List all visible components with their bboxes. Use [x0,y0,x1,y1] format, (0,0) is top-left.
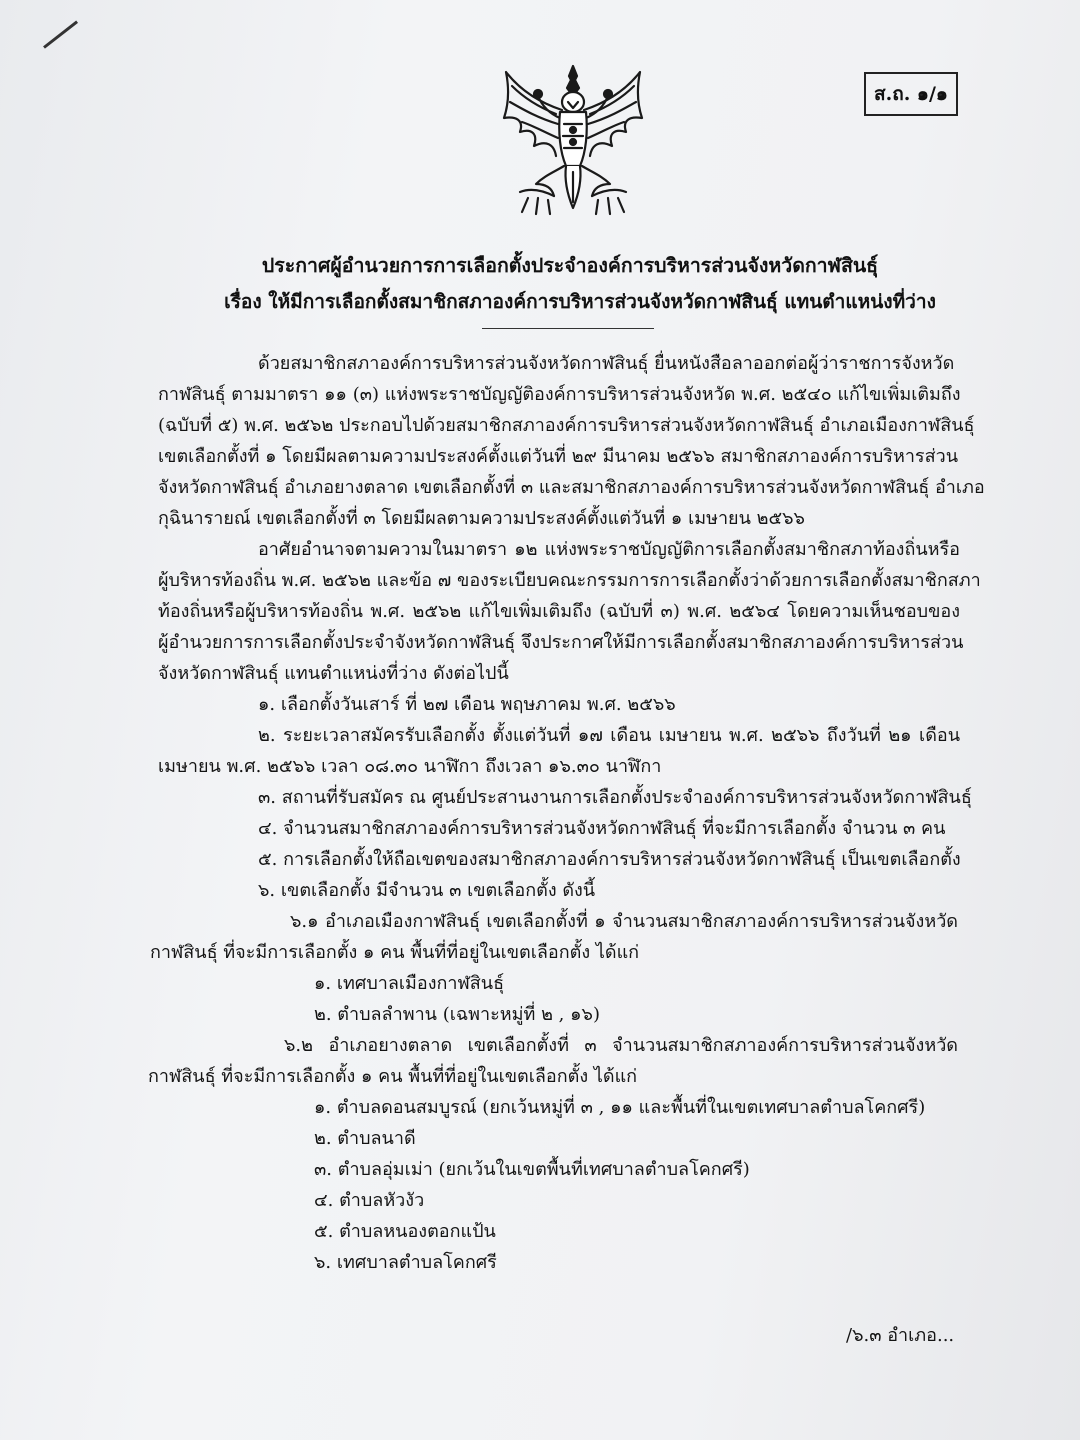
form-code-box: ส.ถ. ๑/๑ [864,72,958,116]
body-line: ๒. ระยะเวลาสมัครรับเลือกตั้ง ตั้งแต่วันที่ ๑๗ เดือน เมษายน พ.ศ. ๒๕๖๖ ถึงวันที่ ๒๑ เดือน [258,725,960,746]
body-line: กาฬสินธุ์ ที่จะมีการเลือกตั้ง ๑ คน พื้นที่ที่อยู่ในเขตเลือกตั้ง ได้แก่ [150,942,640,963]
body-line: กาฬสินธุ์ ตามมาตรา ๑๑ (๓) แห่งพระราชบัญญัติองค์การบริหารส่วนจังหวัด พ.ศ. ๒๕๔๐ แก้ไขเพิ่มเติมถึง [158,384,961,405]
body-line: ด้วยสมาชิกสภาองค์การบริหารส่วนจังหวัดกาฬสินธุ์ ยื่นหนังสือลาออกต่อผู้ว่าราชการจังหวัด [258,353,955,374]
body-line: เขตเลือกตั้งที่ ๑ โดยมีผลตามความประสงค์ตั้งแต่วันที่ ๒๙ มีนาคม ๒๕๖๖ สมาชิกสภาองค์การบริหารส่วน [158,446,958,467]
body-line: ผู้บริหารท้องถิ่น พ.ศ. ๒๕๖๒ และข้อ ๗ ของระเบียบคณะกรรมการการเลือกตั้งว่าด้วยการเลือกตั้งสมาชิกสภา [158,570,981,591]
body-line: ๖.๑ อำเภอเมืองกาฬสินธุ์ เขตเลือกตั้งที่ ๑ จำนวนสมาชิกสภาองค์การบริหารส่วนจังหวัด [290,911,958,932]
announcement-subject: เรื่อง ให้มีการเลือกตั้งสมาชิกสภาองค์การบริหารส่วนจังหวัดกาฬสินธุ์ แทนตำแหน่งที่ว่าง [224,291,936,313]
body-line: ๑. เทศบาลเมืองกาฬสินธุ์ [314,973,505,994]
body-line: กุฉินารายณ์ เขตเลือกตั้งที่ ๓ โดยมีผลตามความประสงค์ตั้งแต่วันที่ ๑ เมษายน ๒๕๖๖ [158,508,805,529]
body-line: ๑. ตำบลดอนสมบูรณ์ (ยกเว้นหมู่ที่ ๓ , ๑๑ และพื้นที่ในเขตเทศบาลตำบลโคกศรี) [314,1097,926,1118]
body-line: กาฬสินธุ์ ที่จะมีการเลือกตั้ง ๑ คน พื้นที่ที่อยู่ในเขตเลือกตั้ง ได้แก่ [148,1066,638,1087]
body-line: ท้องถิ่นหรือผู้บริหารท้องถิ่น พ.ศ. ๒๕๖๒ แก้ไขเพิ่มเติมถึง (ฉบับที่ ๓) พ.ศ. ๒๕๖๔ โดยความเห็นชอบของ [158,601,960,622]
body-line: ๔. จำนวนสมาชิกสภาองค์การบริหารส่วนจังหวัดกาฬสินธุ์ ที่จะมีการเลือกตั้ง จำนวน ๓ คน [258,818,946,839]
body-line: ๖.๒ อำเภอยางตลาด เขตเลือกตั้งที่ ๓ จำนวนสมาชิกสภาองค์การบริหารส่วนจังหวัด [284,1035,958,1056]
body-line: ๓. ตำบลอุ่มเม่า (ยกเว้นในเขตพื้นที่เทศบาลตำบลโคกศรี) [314,1159,750,1180]
body-line: (ฉบับที่ ๕) พ.ศ. ๒๕๖๒ ประกอบไปด้วยสมาชิกสภาองค์การบริหารส่วนจังหวัดกาฬสินธุ์ อำเภอเมืองกาฬสินธุ์ [158,415,975,436]
body-line: ๓. สถานที่รับสมัคร ณ ศูนย์ประสานงานการเลือกตั้งประจำองค์การบริหารส่วนจังหวัดกาฬสินธุ์ [258,787,972,808]
body-line: ๒. ตำบลลำพาน (เฉพาะหมู่ที่ ๒ , ๑๖) [314,1004,600,1025]
body-line: ๒. ตำบลนาดี [314,1128,416,1149]
announcement-title: ประกาศผู้อำนวยการการเลือกตั้งประจำองค์การบริหารส่วนจังหวัดกาฬสินธุ์ [261,254,879,277]
body-line: จังหวัดกาฬสินธุ์ อำเภอยางตลาด เขตเลือกตั้งที่ ๓ และสมาชิกสภาองค์การบริหารส่วนจังหวัดกาฬสินธุ์ อำเภอ [158,477,985,498]
body-line: อาศัยอำนาจตามความในมาตรา ๑๒ แห่งพระราชบัญญัติการเลือกตั้งสมาชิกสภาท้องถิ่นหรือ [258,539,960,560]
body-line: ๕. การเลือกตั้งให้ถือเขตของสมาชิกสภาองค์การบริหารส่วนจังหวัดกาฬสินธุ์ เป็นเขตเลือกตั้ง [258,849,961,870]
body-line: ๕. ตำบลหนองตอกแป้น [314,1221,496,1242]
body-line: เมษายน พ.ศ. ๒๕๖๖ เวลา ๐๘.๓๐ นาฬิกา ถึงเวลา ๑๖.๓๐ นาฬิกา [158,756,662,777]
body-line: ๔. ตำบลหัวงัว [314,1190,425,1211]
body-line: ๖. เขตเลือกตั้ง มีจำนวน ๓ เขตเลือกตั้ง ดังนี้ [258,880,596,901]
body-line: จังหวัดกาฬสินธุ์ แทนตำแหน่งที่ว่าง ดังต่อไปนี้ [158,663,509,684]
continuation-note: /๖.๓ อำเภอ... [846,1325,955,1346]
body-line: ๖. เทศบาลตำบลโคกศรี [314,1252,497,1273]
body-line: ๑. เลือกตั้งวันเสาร์ ที่ ๒๗ เดือน พฤษภาคม พ.ศ. ๒๕๖๖ [258,694,676,715]
body-line: ผู้อำนวยการการเลือกตั้งประจำจังหวัดกาฬสินธุ์ จึงประกาศให้มีการเลือกตั้งสมาชิกสภาองค์การบริหารส่วน [158,632,964,653]
